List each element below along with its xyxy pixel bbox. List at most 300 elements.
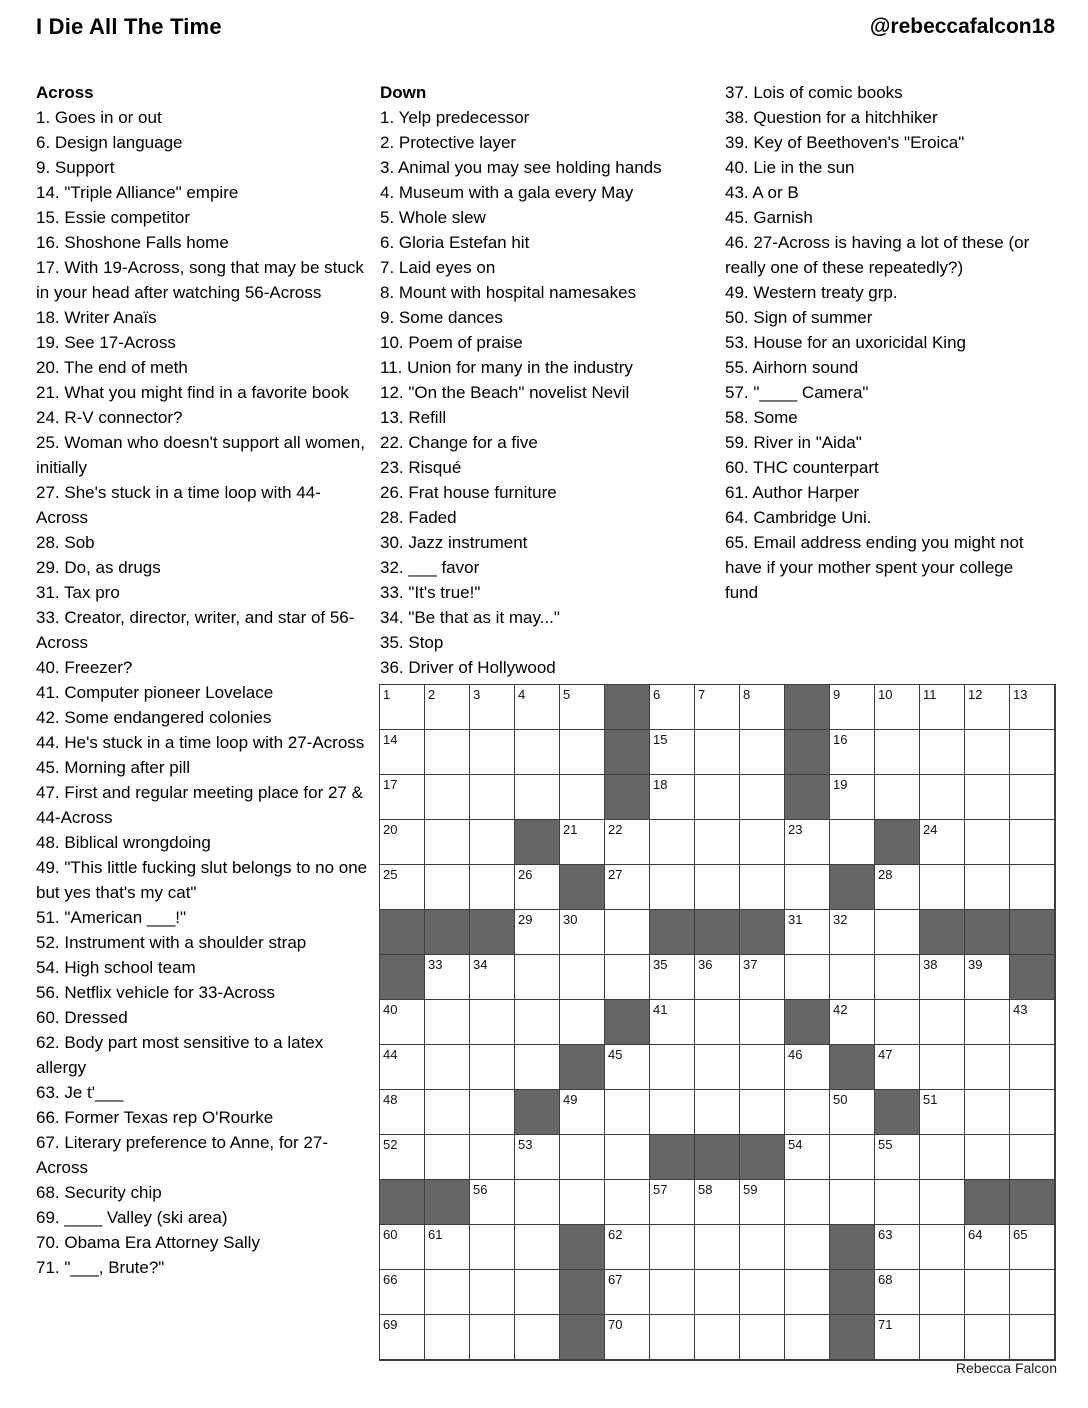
grid-cell-14[interactable]: [380, 730, 425, 775]
grid-cell[interactable]: [470, 1270, 515, 1315]
clue-across-29: 29. Do, as drugs: [36, 558, 161, 577]
grid-cell-19[interactable]: [830, 775, 875, 820]
grid-cell[interactable]: [920, 1045, 965, 1090]
grid-cell[interactable]: [785, 955, 830, 1000]
grid-cell-black: [425, 1180, 470, 1225]
grid-cell[interactable]: [695, 1045, 740, 1090]
cell-number: 57: [653, 1182, 668, 1197]
grid-cell-63[interactable]: [875, 1225, 920, 1270]
grid-cell[interactable]: [740, 1270, 785, 1315]
grid-cell[interactable]: [425, 1135, 470, 1180]
grid-cell-56[interactable]: [470, 1180, 515, 1225]
clue-across-41: 41. Computer pioneer Lovelace: [36, 683, 274, 702]
clue-across-20: 20. The end of meth: [36, 358, 188, 377]
cell-number: 30: [563, 912, 578, 927]
grid-cell-22[interactable]: [605, 820, 650, 865]
cell-number: 54: [788, 1137, 803, 1152]
grid-cell-53[interactable]: [515, 1135, 560, 1180]
grid-cell[interactable]: [785, 1315, 830, 1360]
clue-down-38: 38. Question for a hitchhiker: [725, 108, 938, 127]
grid-cell[interactable]: [875, 1180, 920, 1225]
grid-cell-70[interactable]: [605, 1315, 650, 1360]
grid-cell-23[interactable]: [785, 820, 830, 865]
grid-cell[interactable]: [875, 955, 920, 1000]
grid-cell[interactable]: [470, 1315, 515, 1360]
grid-cell-50[interactable]: [830, 1090, 875, 1135]
clue-across-24: 24. R-V connector?: [36, 408, 183, 427]
grid-cell-59[interactable]: [740, 1180, 785, 1225]
grid-cell-69[interactable]: [380, 1315, 425, 1360]
grid-cell-64[interactable]: [965, 1225, 1010, 1270]
grid-cell-35[interactable]: [650, 955, 695, 1000]
grid-cell[interactable]: [515, 1045, 560, 1090]
grid-cell-21[interactable]: [560, 820, 605, 865]
grid-cell-black: [965, 1180, 1010, 1225]
grid-cell-37[interactable]: [740, 955, 785, 1000]
grid-cell[interactable]: [695, 1000, 740, 1045]
cell-number: 20: [383, 822, 398, 837]
grid-cell-40[interactable]: [380, 1000, 425, 1045]
cell-number: 14: [383, 732, 398, 747]
grid-cell-black: [380, 910, 425, 955]
cell-number: 10: [878, 687, 893, 702]
across-clue-list: [36, 105, 368, 1280]
cell-number: 29: [518, 912, 533, 927]
grid-cell[interactable]: [470, 775, 515, 820]
grid-cell-32[interactable]: [830, 910, 875, 955]
grid-cell[interactable]: [740, 1315, 785, 1360]
grid-cell[interactable]: [425, 1270, 470, 1315]
grid-cell[interactable]: [1010, 730, 1055, 775]
grid-cell-30[interactable]: [560, 910, 605, 955]
grid-cell-3[interactable]: [470, 685, 515, 730]
grid-cell[interactable]: [830, 1180, 875, 1225]
cell-number: 37: [743, 957, 758, 972]
cell-number: 52: [383, 1137, 398, 1152]
grid-cell-4[interactable]: [515, 685, 560, 730]
clue-down-30: 30. Jazz instrument: [380, 533, 528, 552]
grid-cell[interactable]: [695, 1315, 740, 1360]
grid-cell[interactable]: [920, 775, 965, 820]
grid-cell-51[interactable]: [920, 1090, 965, 1135]
grid-cell[interactable]: [470, 1225, 515, 1270]
grid-cell[interactable]: [425, 1045, 470, 1090]
grid-cell[interactable]: [695, 1225, 740, 1270]
grid-cell[interactable]: [560, 1135, 605, 1180]
clue-down-1: 1. Yelp predecessor: [380, 108, 530, 127]
grid-cell-1[interactable]: [380, 685, 425, 730]
grid-cell[interactable]: [695, 1090, 740, 1135]
grid-cell-black: [875, 820, 920, 865]
grid-cell[interactable]: [875, 730, 920, 775]
grid-cell[interactable]: [515, 1000, 560, 1045]
grid-cell-27[interactable]: [605, 865, 650, 910]
grid-cell[interactable]: [920, 865, 965, 910]
grid-cell[interactable]: [875, 1000, 920, 1045]
cell-number: 36: [698, 957, 713, 972]
clue-across-1: 1. Goes in or out: [36, 108, 162, 127]
grid-cell-10[interactable]: [875, 685, 920, 730]
grid-cell-71[interactable]: [875, 1315, 920, 1360]
cell-number: 63: [878, 1227, 893, 1242]
grid-cell[interactable]: [560, 955, 605, 1000]
grid-cell[interactable]: [470, 1045, 515, 1090]
cell-number: 33: [428, 957, 443, 972]
cell-number: 55: [878, 1137, 893, 1152]
grid-cell-13[interactable]: [1010, 685, 1055, 730]
grid-cell-black: [785, 685, 830, 730]
grid-cell[interactable]: [920, 1270, 965, 1315]
cell-number: 26: [518, 867, 533, 882]
cell-number: 28: [878, 867, 893, 882]
grid-cell-26[interactable]: [515, 865, 560, 910]
clue-across-14: 14. "Triple Alliance" empire: [36, 183, 239, 202]
grid-cell[interactable]: [740, 730, 785, 775]
grid-cell-black: [605, 685, 650, 730]
grid-cell[interactable]: [650, 1315, 695, 1360]
grid-cell-black: [560, 1270, 605, 1315]
grid-cell-15[interactable]: [650, 730, 695, 775]
grid-cell[interactable]: [515, 730, 560, 775]
grid-cell-57[interactable]: [650, 1180, 695, 1225]
cell-number: 16: [833, 732, 848, 747]
grid-cell[interactable]: [695, 730, 740, 775]
grid-cell-18[interactable]: [650, 775, 695, 820]
clue-down-34: 34. "Be that as it may...": [380, 608, 560, 627]
grid-cell[interactable]: [470, 865, 515, 910]
clue-down-59: 59. River in "Aida": [725, 433, 862, 452]
clue-across-45: 45. Morning after pill: [36, 758, 191, 777]
grid-cell-46[interactable]: [785, 1045, 830, 1090]
grid-cell-38[interactable]: [920, 955, 965, 1000]
grid-cell-16[interactable]: [830, 730, 875, 775]
grid-cell[interactable]: [785, 1090, 830, 1135]
grid-cell-6[interactable]: [650, 685, 695, 730]
grid-cell[interactable]: [425, 1315, 470, 1360]
grid-cell-25[interactable]: [380, 865, 425, 910]
grid-cell[interactable]: [560, 730, 605, 775]
clue-down-32: 32. ___ favor: [380, 558, 480, 577]
grid-cell[interactable]: [1010, 1315, 1055, 1360]
grid-cell[interactable]: [920, 1135, 965, 1180]
cell-number: 18: [653, 777, 668, 792]
author-handle: @rebeccafalcon18: [869, 15, 1055, 38]
clue-across-66: 66. Former Texas rep O'Rourke: [36, 1108, 274, 1127]
cell-number: 19: [833, 777, 848, 792]
grid-cell[interactable]: [470, 820, 515, 865]
clue-down-37: 37. Lois of comic books: [725, 83, 903, 102]
grid-cell-black: [785, 730, 830, 775]
clue-down-45: 45. Garnish: [725, 208, 813, 227]
cell-number: 21: [563, 822, 578, 837]
grid-cell-34[interactable]: [470, 955, 515, 1000]
grid-cell-black: [380, 955, 425, 1000]
grid-cell[interactable]: [470, 1000, 515, 1045]
down-heading: Down: [380, 83, 427, 102]
clue-down-61: 61. Author Harper: [725, 483, 860, 502]
grid-cell[interactable]: [605, 1135, 650, 1180]
grid-cell[interactable]: [740, 775, 785, 820]
grid-cell-44[interactable]: [380, 1045, 425, 1090]
grid-cell[interactable]: [695, 1270, 740, 1315]
clue-down-39: 39. Key of Beethoven's "Eroica": [725, 133, 965, 152]
clue-down-13: 13. Refill: [380, 408, 447, 427]
grid-cell[interactable]: [920, 1180, 965, 1225]
clue-down-65: 65. Email address ending you might not have if your mother spent your college fund: [725, 533, 1024, 602]
grid-cell-black: [560, 1045, 605, 1090]
grid-cell-29[interactable]: [515, 910, 560, 955]
cell-number: 45: [608, 1047, 623, 1062]
grid-cell[interactable]: [605, 910, 650, 955]
cell-number: 7: [698, 687, 706, 702]
grid-cell[interactable]: [650, 1270, 695, 1315]
cell-number: 51: [923, 1092, 938, 1107]
grid-cell-47[interactable]: [875, 1045, 920, 1090]
crossword-grid: [379, 684, 1056, 1361]
cell-number: 27: [608, 867, 623, 882]
grid-cell-black: [470, 910, 515, 955]
clue-down-9: 9. Some dances: [380, 308, 503, 327]
down-clues-column: [380, 80, 712, 680]
grid-cell-28[interactable]: [875, 865, 920, 910]
clue-across-40: 40. Freezer?: [36, 658, 133, 677]
grid-cell-48[interactable]: [380, 1090, 425, 1135]
clue-across-68: 68. Security chip: [36, 1183, 162, 1202]
grid-cell[interactable]: [650, 1225, 695, 1270]
grid-cell[interactable]: [695, 775, 740, 820]
grid-cell[interactable]: [965, 775, 1010, 820]
byline: Rebecca Falcon: [955, 1360, 1057, 1376]
grid-cell-9[interactable]: [830, 685, 875, 730]
grid-cell[interactable]: [965, 1315, 1010, 1360]
clue-across-69: 69. ____ Valley (ski area): [36, 1208, 228, 1227]
cell-number: 39: [968, 957, 983, 972]
grid-cell[interactable]: [650, 865, 695, 910]
cell-number: 48: [383, 1092, 398, 1107]
grid-cell-7[interactable]: [695, 685, 740, 730]
grid-cell-68[interactable]: [875, 1270, 920, 1315]
grid-cell[interactable]: [965, 1090, 1010, 1135]
grid-cell-black: [605, 730, 650, 775]
grid-cell-36[interactable]: [695, 955, 740, 1000]
grid-cell-black: [560, 1225, 605, 1270]
grid-cell[interactable]: [965, 1045, 1010, 1090]
grid-cell[interactable]: [740, 1090, 785, 1135]
grid-cell[interactable]: [920, 1315, 965, 1360]
cell-number: 71: [878, 1317, 893, 1332]
grid-cell-58[interactable]: [695, 1180, 740, 1225]
grid-cell-black: [695, 910, 740, 955]
grid-cell[interactable]: [515, 1270, 560, 1315]
clue-across-25: 25. Woman who doesn't support all women, initially: [36, 433, 365, 477]
grid-cell[interactable]: [785, 1180, 830, 1225]
grid-cell[interactable]: [560, 775, 605, 820]
grid-cell[interactable]: [965, 1270, 1010, 1315]
cell-number: 4: [518, 687, 526, 702]
grid-cell-45[interactable]: [605, 1045, 650, 1090]
cell-number: 22: [608, 822, 623, 837]
grid-cell-black: [605, 1000, 650, 1045]
grid-cell-11[interactable]: [920, 685, 965, 730]
grid-cell[interactable]: [650, 1045, 695, 1090]
grid-cell-60[interactable]: [380, 1225, 425, 1270]
cell-number: 64: [968, 1227, 983, 1242]
grid-cell-black: [380, 1180, 425, 1225]
cell-number: 67: [608, 1272, 623, 1287]
clue-down-8: 8. Mount with hospital namesakes: [380, 283, 637, 302]
cell-number: 8: [743, 687, 751, 702]
cell-number: 41: [653, 1002, 668, 1017]
clue-across-60: 60. Dressed: [36, 1008, 128, 1027]
grid-cell-24[interactable]: [920, 820, 965, 865]
grid-cell-61[interactable]: [425, 1225, 470, 1270]
grid-cell[interactable]: [1010, 1135, 1055, 1180]
grid-cell[interactable]: [965, 730, 1010, 775]
grid-cell[interactable]: [965, 865, 1010, 910]
grid-cell-black: [560, 1315, 605, 1360]
grid-cell[interactable]: [515, 1180, 560, 1225]
grid-cell-5[interactable]: [560, 685, 605, 730]
grid-cell[interactable]: [965, 1000, 1010, 1045]
grid-cell[interactable]: [425, 1000, 470, 1045]
grid-cell[interactable]: [785, 1225, 830, 1270]
clue-down-4: 4. Museum with a gala every May: [380, 183, 634, 202]
grid-cell[interactable]: [740, 865, 785, 910]
grid-cell[interactable]: [1010, 820, 1055, 865]
clue-across-71: 71. "___, Brute?": [36, 1258, 165, 1277]
clue-across-9: 9. Support: [36, 158, 115, 177]
grid-cell-20[interactable]: [380, 820, 425, 865]
grid-cell[interactable]: [920, 730, 965, 775]
grid-cell-8[interactable]: [740, 685, 785, 730]
grid-cell-black: [965, 910, 1010, 955]
grid-cell[interactable]: [425, 1090, 470, 1135]
grid-cell[interactable]: [560, 1000, 605, 1045]
grid-cell-black: [605, 775, 650, 820]
cell-number: 49: [563, 1092, 578, 1107]
grid-cell-12[interactable]: [965, 685, 1010, 730]
grid-cell[interactable]: [470, 1135, 515, 1180]
grid-cell-43[interactable]: [1010, 1000, 1055, 1045]
clue-down-50: 50. Sign of summer: [725, 308, 873, 327]
grid-cell[interactable]: [605, 1090, 650, 1135]
grid-cell[interactable]: [740, 1045, 785, 1090]
grid-cell[interactable]: [605, 955, 650, 1000]
grid-cell[interactable]: [830, 955, 875, 1000]
grid-cell[interactable]: [1010, 865, 1055, 910]
cell-number: 15: [653, 732, 668, 747]
grid-cell-2[interactable]: [425, 685, 470, 730]
grid-cell-black: [425, 910, 470, 955]
grid-cell-black: [830, 1045, 875, 1090]
grid-cell-black: [830, 1315, 875, 1360]
grid-cell-55[interactable]: [875, 1135, 920, 1180]
grid-cell-42[interactable]: [830, 1000, 875, 1045]
grid-cell[interactable]: [515, 1225, 560, 1270]
grid-cell[interactable]: [920, 1000, 965, 1045]
clue-across-47: 47. First and regular meeting place for 27 & 44-Across: [36, 783, 363, 827]
cell-number: 69: [383, 1317, 398, 1332]
clue-down-11: 11. Union for many in the industry: [380, 358, 633, 377]
grid-cell[interactable]: [965, 1135, 1010, 1180]
clue-down-58: 58. Some: [725, 408, 798, 427]
grid-cell[interactable]: [425, 865, 470, 910]
grid-cell[interactable]: [1010, 1270, 1055, 1315]
clue-across-15: 15. Essie competitor: [36, 208, 191, 227]
grid-cell[interactable]: [605, 1180, 650, 1225]
grid-cell-67[interactable]: [605, 1270, 650, 1315]
puzzle-title: I Die All The Time: [36, 14, 222, 39]
grid-cell[interactable]: [785, 1270, 830, 1315]
clue-down-28: 28. Faded: [380, 508, 457, 527]
clue-down-64: 64. Cambridge Uni.: [725, 508, 872, 527]
grid-cell[interactable]: [470, 730, 515, 775]
clue-down-22: 22. Change for a five: [380, 433, 538, 452]
grid-cell[interactable]: [425, 730, 470, 775]
grid-cell-33[interactable]: [425, 955, 470, 1000]
grid-cell[interactable]: [740, 1000, 785, 1045]
grid-cell[interactable]: [740, 820, 785, 865]
grid-cell-49[interactable]: [560, 1090, 605, 1135]
grid-cell[interactable]: [695, 865, 740, 910]
grid-cell[interactable]: [515, 775, 560, 820]
grid-cell[interactable]: [830, 820, 875, 865]
grid-cell[interactable]: [965, 820, 1010, 865]
grid-cell[interactable]: [515, 1315, 560, 1360]
grid-cell[interactable]: [425, 775, 470, 820]
grid-cell-39[interactable]: [965, 955, 1010, 1000]
grid-cell-41[interactable]: [650, 1000, 695, 1045]
down-clue-list-continued: [725, 80, 1047, 605]
cell-number: 50: [833, 1092, 848, 1107]
grid-cell[interactable]: [920, 1225, 965, 1270]
grid-cell[interactable]: [875, 910, 920, 955]
grid-cell-52[interactable]: [380, 1135, 425, 1180]
grid-cell[interactable]: [830, 1135, 875, 1180]
grid-cell[interactable]: [560, 1180, 605, 1225]
grid-cell[interactable]: [785, 865, 830, 910]
grid-cell[interactable]: [740, 1225, 785, 1270]
grid-cell[interactable]: [515, 955, 560, 1000]
grid-cell-17[interactable]: [380, 775, 425, 820]
grid-cell-black: [560, 865, 605, 910]
grid-cell-65[interactable]: [1010, 1225, 1055, 1270]
cell-number: 25: [383, 867, 398, 882]
grid-cell-54[interactable]: [785, 1135, 830, 1180]
grid-cell[interactable]: [425, 820, 470, 865]
grid-cell-31[interactable]: [785, 910, 830, 955]
grid-cell[interactable]: [1010, 1045, 1055, 1090]
clue-down-40: 40. Lie in the sun: [725, 158, 855, 177]
clue-across-48: 48. Biblical wrongdoing: [36, 833, 211, 852]
clue-across-17: 17. With 19-Across, song that may be stuck in your head after watching 56-Across: [36, 258, 364, 302]
grid-cell[interactable]: [1010, 1090, 1055, 1135]
cell-number: 44: [383, 1047, 398, 1062]
grid-cell-66[interactable]: [380, 1270, 425, 1315]
grid-cell[interactable]: [470, 1090, 515, 1135]
clue-across-33: 33. Creator, director, writer, and star of 56-Across: [36, 608, 355, 652]
grid-cell[interactable]: [1010, 775, 1055, 820]
grid-cell[interactable]: [695, 820, 740, 865]
grid-cell[interactable]: [650, 820, 695, 865]
cell-number: 31: [788, 912, 803, 927]
grid-cell-62[interactable]: [605, 1225, 650, 1270]
grid-cell[interactable]: [650, 1090, 695, 1135]
clue-down-33: 33. "It's true!": [380, 583, 481, 602]
grid-cell[interactable]: [875, 775, 920, 820]
clue-down-7: 7. Laid eyes on: [380, 258, 496, 277]
clue-across-67: 67. Literary preference to Anne, for 27-Across: [36, 1133, 329, 1177]
